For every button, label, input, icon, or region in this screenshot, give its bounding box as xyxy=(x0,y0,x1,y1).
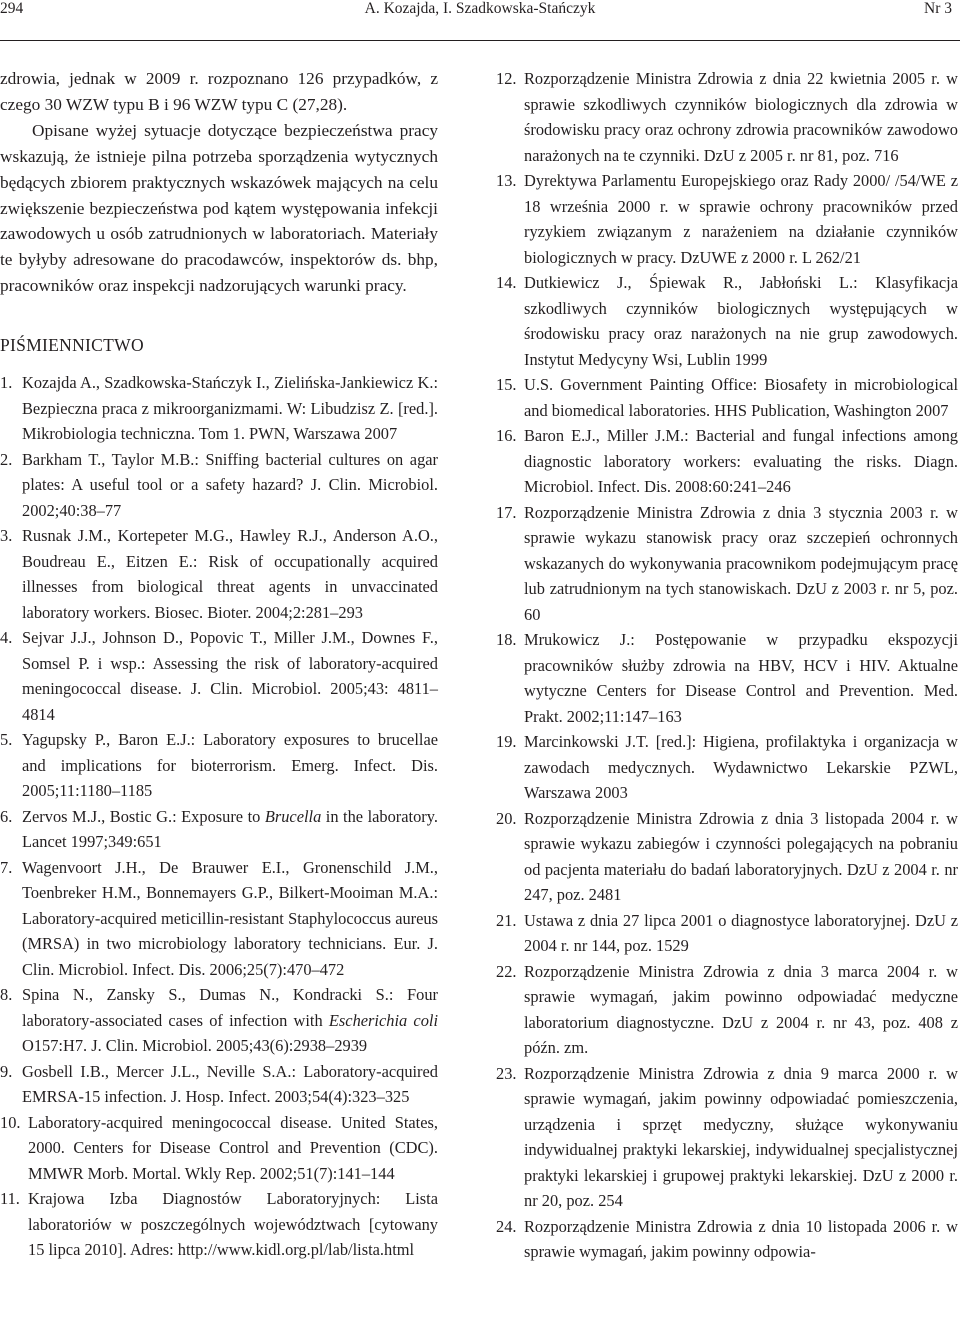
reference-item xyxy=(496,908,958,959)
reference-text: Dutkiewicz J., Śpiewak R., Jabłoński L.: Klasyfikacja szkodliwych czynników biologicznych występujących w środowisku pracy oraz narażonych na nie grup zawodowych. Instytut Medycyny Wsi, Lublin 1999 xyxy=(524,273,958,369)
reference-number: 23. xyxy=(496,1063,517,1083)
reference-number: 13. xyxy=(496,171,517,190)
reference-number: 12. xyxy=(496,69,517,88)
reference-item xyxy=(496,806,958,908)
reference-number: 22. xyxy=(496,961,517,981)
reference-text: Yagupsky P., Baron E.J.: Laboratory exposures to brucellae and implications for bioterrorism. Emerg. Infect. Dis. 2005;11:1180–1185 xyxy=(22,730,438,801)
reference-number: 11. xyxy=(0,1189,20,1209)
reference-italic-term: Brucella xyxy=(264,806,322,826)
header-rule xyxy=(0,40,960,41)
issue-number: Nr 3 xyxy=(924,0,952,17)
reference-text: Rusnak J.M., Kortepeter M.G., Hawley R.J., Anderson A.O., Boudreau E., Eitzen E.: Risk of occupationally acquired illnesses from biological threat agents in unvaccinated laboratory workers. Biosec. Bioter. 2004;2:281–293 xyxy=(22,526,438,622)
section-heading: PIŚMIENNICTWO xyxy=(0,335,144,356)
reference-item xyxy=(0,727,438,804)
reference-item xyxy=(0,625,438,727)
reference-item xyxy=(0,982,438,1059)
reference-number: 14. xyxy=(496,273,517,292)
reference-text xyxy=(22,804,438,855)
reference-number: 17. xyxy=(496,502,517,522)
reference-number: 19. xyxy=(496,732,517,751)
reference-text: Marcinkowski J.T. [red.]: Higiena, profilaktyka i organizacja w zawodach medycznych. Wydawnictwo Lekarskie PZWL, Warszawa 2003 xyxy=(524,732,958,802)
reference-text: Kozajda A., Szadkowska-Stańczyk I., Zielińska-Jankiewicz K.: Bezpieczna praca z mikroorganizmami. W: Libudzisz Z. [red.]. Mikrobiologia techniczna. Tom 1. PWN, Warszawa 2007 xyxy=(22,373,438,444)
reference-text-part: in the laboratory. Lancet 1997;349:651 xyxy=(22,806,438,852)
left-column xyxy=(0,66,438,1263)
reference-text: Rozporządzenie Ministra Zdrowia z dnia 3 stycznia 2003 r. w sprawie wykazu stanowisk pracy oraz szczepień ochronnych wskazanych do wykonywania pracownikom podejmującym pracę lub zatrudnionym na tych stanowiskach. DzU z 2003 r. nr 5, poz. 60 xyxy=(524,502,958,624)
reference-text: Rozporządzenie Ministra Zdrowia z dnia 10 listopada 2006 r. w sprawie wymagań, jakim powinny odpowia- xyxy=(524,1216,958,1261)
reference-item xyxy=(496,168,958,270)
reference-item xyxy=(496,959,958,1061)
reference-number: 21. xyxy=(496,910,517,930)
right-column xyxy=(496,66,958,1265)
reference-number: 20. xyxy=(496,808,517,828)
reference-number: 1. xyxy=(0,373,13,393)
reference-item xyxy=(496,270,958,372)
reference-item xyxy=(496,729,958,806)
reference-item xyxy=(0,1059,438,1110)
reference-number: 5. xyxy=(0,730,13,750)
reference-text-part: O157:H7. J. Clin. Microbiol. 2005;43(6):2938–2939 xyxy=(22,1036,368,1056)
reference-item xyxy=(0,1186,438,1263)
reference-text-part: Zervos M.J., Bostic G.: Exposure to xyxy=(22,806,265,826)
reference-text: Gosbell I.B., Mercer J.L., Neville S.A.: Laboratory-acquired EMRSA-15 infection. J. Hosp. Infect. 2003;54(4):323–325 xyxy=(22,1061,438,1107)
reference-text: Rozporządzenie Ministra Zdrowia z dnia 9 marca 2000 r. w sprawie wymagań, jakim powinny odpowiadać pomieszczenia, urządzenia i sprzęt medyczny, służące wykonywaniu indywidualnej praktyki lekarskiej, indywidualnej specjalistycznej praktyki lekarskiej i grupowej praktyki lekarskiej. DzU z 2000 r. nr 20, poz. 254 xyxy=(524,1063,958,1210)
reference-item xyxy=(496,500,958,628)
reference-text: Rozporządzenie Ministra Zdrowia z dnia 3 marca 2004 r. w sprawie wymagań, jakim powinno odpowiadać medyczne laboratorium diagnostyczne. DzU z 2004 r. nr 43, poz. 408 z późn. zm. xyxy=(524,961,958,1057)
reference-item xyxy=(0,370,438,447)
reference-number: 16. xyxy=(496,426,517,445)
reference-item xyxy=(496,372,958,423)
reference-item xyxy=(0,855,438,983)
reference-item xyxy=(496,1214,958,1265)
reference-list-right xyxy=(496,66,958,1265)
reference-text: Ustawa z dnia 27 lipca 2001 o diagnostyce laboratoryjnej. DzU z 2004 r. nr 144, poz. 1529 xyxy=(524,910,958,955)
reference-text: Laboratory-acquired meningococcal disease. United States, 2000. Centers for Disease Control and Prevention (CDC). MMWR Morb. Mortal. Wkly Rep. 2002;51(7):141–144 xyxy=(28,1112,438,1183)
body-paragraph: Opisane wyżej sytuacje dotyczące bezpieczeństwa pracy wskazują, że istnieje pilna potrzeba sporządzenia wytycznych będących zbiorem praktycznych wskazówek mających na celu zwiększenie bezpieczeństwa pod kątem występowania infekcji zawodowych u osób zatrudnionych w laboratoriach. Materiały te byłyby adresowane do pracodawców, inspektorów ds. bhp, pracowników oraz inspekcji nadzorujących warunki pracy. xyxy=(0,120,438,296)
reference-number: 18. xyxy=(496,630,517,649)
reference-item xyxy=(0,1110,438,1187)
reference-text: Dyrektywa Parlamentu Europejskiego oraz Rady 2000/ /54/WE z 18 września 2000 r. w sprawie ochrony pracowników przed ryzykiem związanym z narażeniem na działanie czynników biologicznych w pracy. DzUWE z 2000 r. L 262/21 xyxy=(524,171,958,267)
reference-number: 10. xyxy=(0,1112,21,1132)
reference-item xyxy=(496,423,958,500)
reference-number: 9. xyxy=(0,1061,13,1081)
reference-item xyxy=(0,523,438,625)
reference-text: Barkham T., Taylor M.B.: Sniffing bacterial cultures on agar plates: A useful tool or a safety hazard? J. Clin. Microbiol. 2002;40:38–77 xyxy=(22,449,438,520)
reference-item xyxy=(496,627,958,729)
reference-text xyxy=(22,982,438,1059)
reference-item xyxy=(0,804,438,855)
reference-text: U.S. Government Painting Office: Biosafety in microbiological and biomedical laboratories. HHS Publication, Washington 2007 xyxy=(524,375,958,420)
reference-number: 2. xyxy=(0,449,13,469)
page-number: 294 xyxy=(0,0,24,17)
running-header-authors: A. Kozajda, I. Szadkowska-Stańczyk xyxy=(364,0,596,17)
reference-italic-term: Escherichia coli xyxy=(328,1010,438,1030)
reference-list-left xyxy=(0,370,438,1263)
reference-text: Baron E.J., Miller J.M.: Bacterial and fungal infections among diagnostic laboratory workers: evaluating the risks. Diagn. Microbiol. Infect. Dis. 2008:60:241–246 xyxy=(524,426,958,496)
running-header xyxy=(0,0,960,28)
reference-text: Rozporządzenie Ministra Zdrowia z dnia 22 kwietnia 2005 r. w sprawie szkodliwych czynników biologicznych dla zdrowia w środowisku pracy oraz ochrony zdrowia pracowników zawodowo narażonych na te czynniki. DzU z 2005 r. nr 81, poz. 716 xyxy=(524,69,958,165)
reference-number: 8. xyxy=(0,985,13,1005)
reference-number: 24. xyxy=(496,1216,517,1236)
reference-text: Mrukowicz J.: Postępowanie w przypadku ekspozycji pracowników służby zdrowia na HBV, HCV i HIV. Aktualne wytyczne Centers for Disease Control and Prevention. Med. Prakt. 2002;11:147–163 xyxy=(524,630,958,726)
reference-text: Wagenvoort J.H., De Brauwer E.I., Gronenschild J.M., Toenbreker H.M., Bonnemayers G.P., Bilkert-Mooiman M.A.: Laboratory-acquired meticillin-resistant Staphylococcus aureus (MRSA) in two microbiology laboratory technicians. Eur. J. Clin. Microbiol. Infect. Dis. 2006;25(7):470–472 xyxy=(22,857,438,979)
body-paragraph: zdrowia, jednak w 2009 r. rozpoznano 126 przypadków, z czego 30 WZW typu B i 96 WZW typu C (27,28). xyxy=(0,69,438,114)
reference-number: 7. xyxy=(0,857,13,877)
reference-text: Rozporządzenie Ministra Zdrowia z dnia 3 listopada 2004 r. w sprawie wykazu zabiegów i czynności polegających na pobraniu od pacjenta materiału do badań laboratoryjnych. DzU z 2004 r. nr 247, poz. 2481 xyxy=(524,808,958,904)
reference-item xyxy=(0,447,438,524)
reference-text-part: Spina N., Zansky S., Dumas N., Kondracki S.: Four laboratory-associated cases of infection with xyxy=(22,985,438,1030)
reference-number: 15. xyxy=(496,375,517,394)
reference-text: Krajowa Izba Diagnostów Laboratoryjnych: Lista laboratoriów w poszczególnych województwach [cytowany 15 lipca 2010]. Adres: http://www.kidl.org.pl/lab/lista.html xyxy=(28,1189,438,1260)
reference-text: Sejvar J.J., Johnson D., Popovic T., Miller J.M., Downes F., Somsel P. i wsp.: Assessing the risk of laboratory-acquired meningococcal disease. J. Clin. Microbiol. 2005;43: 4811–4814 xyxy=(22,628,438,724)
reference-item xyxy=(496,1061,958,1214)
reference-number: 4. xyxy=(0,628,13,648)
reference-number: 3. xyxy=(0,526,13,546)
reference-item xyxy=(496,66,958,168)
reference-number: 6. xyxy=(0,806,13,826)
